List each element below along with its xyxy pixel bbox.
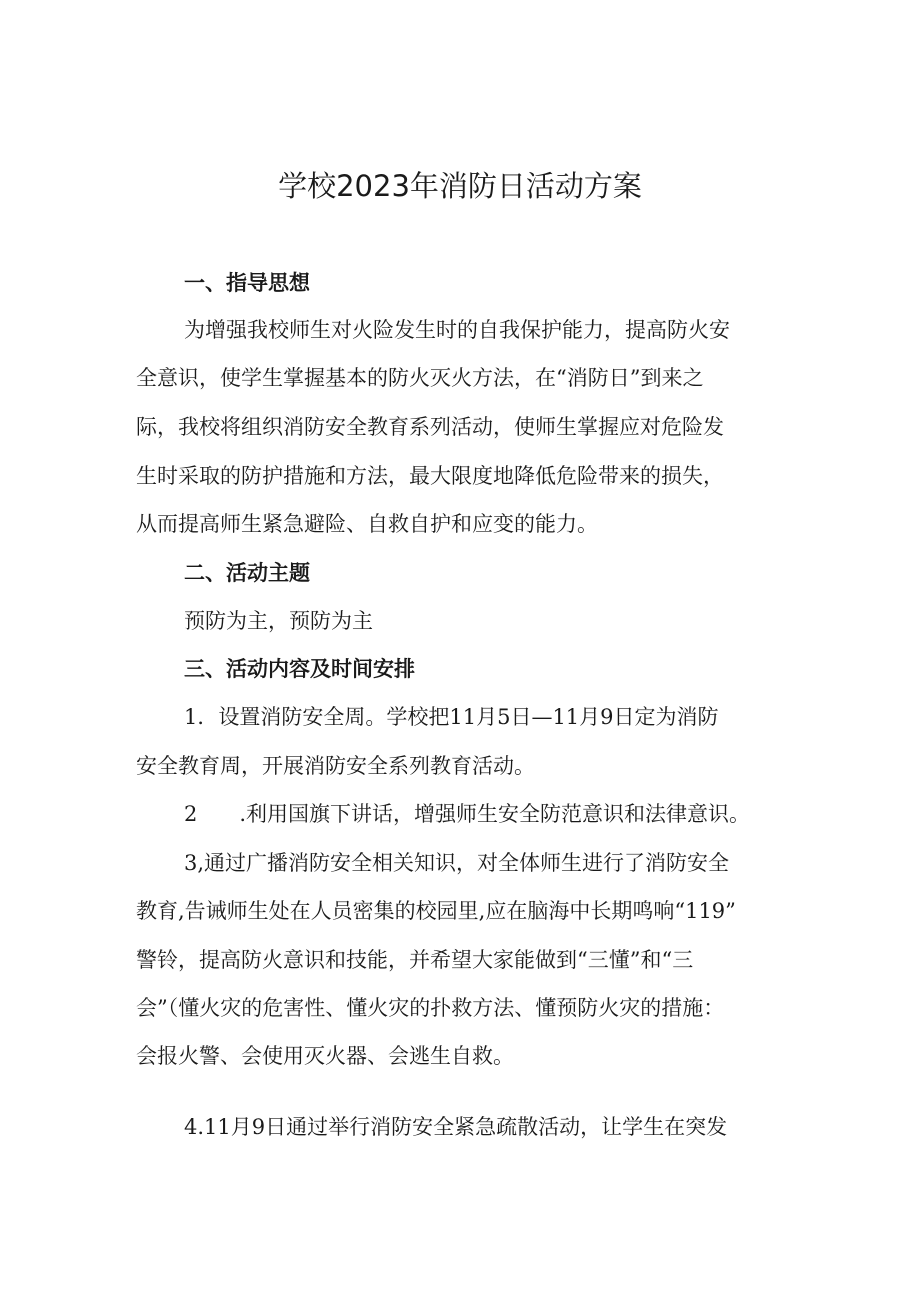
list-item-line: 3,通过广播消防安全相关知识，对全体师生进行了消防安全 xyxy=(184,851,730,875)
list-item-line: 教育,告诫师生处在人员密集的校园里,应在脑海中长期鸣响“119” xyxy=(136,899,736,923)
list-item-line: 会报火警、会使用灭火器、会逃生自救。 xyxy=(136,1044,514,1068)
list-item-line: 安全教育周，开展消防安全系列教育活动。 xyxy=(136,754,535,778)
paragraph-line: 生时采取的防护措施和方法，最大限度地降低危险带来的损失， xyxy=(136,464,724,488)
section-heading-guiding-thought: 一、指导思想 xyxy=(184,271,310,295)
paragraph-line: 全意识，使学生掌握基本的防火灭火方法，在“消防日”到来之 xyxy=(136,366,704,390)
list-item-line: 4.11月9日通过举行消防安全紧急疏散活动，让学生在突发 xyxy=(184,1115,728,1139)
section-heading-activity-content: 三、活动内容及时间安排 xyxy=(184,657,415,681)
paragraph-line: 从而提高师生紧急避险、自救自护和应变的能力。 xyxy=(136,512,598,536)
list-item-line: 2 .利用国旗下讲话，增强师生安全防范意识和法律意识。 xyxy=(184,802,751,826)
document-title: 学校2023年消防日活动方案 xyxy=(278,169,642,203)
section-heading-activity-theme: 二、活动主题 xyxy=(184,561,310,585)
paragraph-line: 为增强我校师生对火险发生时的自我保护能力，提高防火安 xyxy=(184,318,730,342)
theme-text: 预防为主，预防为主 xyxy=(184,609,373,633)
list-item-line: 1．设置消防安全周。学校把11月5日—11月9日定为消防 xyxy=(184,705,719,729)
list-item-line: 警铃，提高防火意识和技能，并希望大家能做到“三懂”和“三 xyxy=(136,948,694,972)
list-item-line: 会”（懂火灾的危害性、懂火灾的扑救方法、懂预防火灾的措施： xyxy=(136,996,725,1020)
paragraph-line: 际，我校将组织消防安全教育系列活动，使师生掌握应对危险发 xyxy=(136,415,724,439)
